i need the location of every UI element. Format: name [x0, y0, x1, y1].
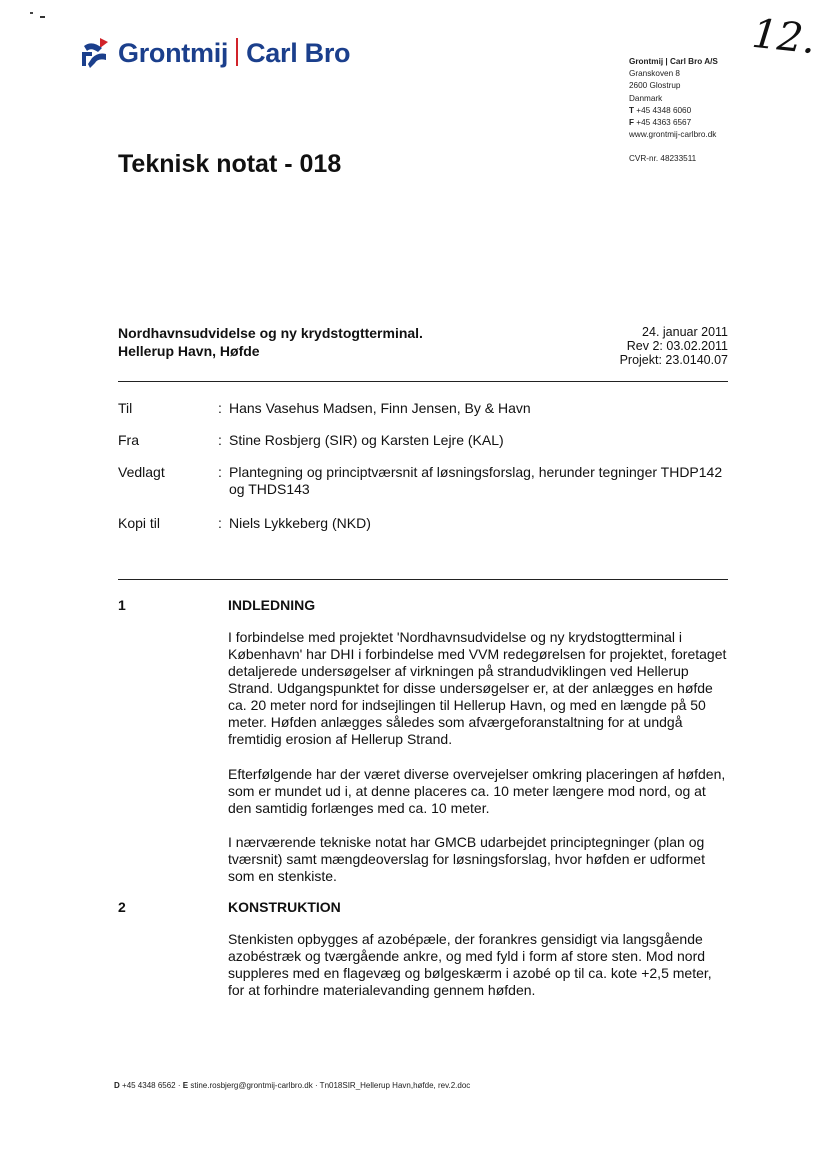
document-subject: [118, 324, 423, 360]
company-web: www.grontmij-carlbro.dk: [629, 130, 717, 140]
kopi-colon: :: [218, 515, 222, 531]
til-value: Hans Vasehus Madsen, Finn Jensen, By & Havn: [229, 400, 531, 416]
subject-line-2: Hellerup Havn, Høfde: [118, 343, 260, 359]
company-phone: T +45 4348 6060: [629, 105, 692, 115]
divider-top: [118, 381, 728, 382]
kopi-value: Niels Lykkeberg (NKD): [229, 515, 371, 531]
company-fax: F +45 4363 6567: [629, 118, 692, 128]
section-1-paragraph-2: Efterfølgende har der været diverse overvejelser omkring placeringen af høfden, som er mundet ud i, at denne placeres ca. 10 meter længere mod nord, og at den samtidig forlænges med ca. 10 meter.: [228, 766, 726, 816]
document-title: Teknisk notat - 018: [118, 150, 342, 178]
logo-wordmark: Grontmij Carl Bro: [118, 37, 351, 68]
company-street: Granskoven 8: [629, 69, 680, 79]
til-label: Til: [118, 400, 133, 416]
handwritten-number: 12.: [749, 10, 818, 64]
divider-bottom: [118, 579, 728, 580]
company-country: Danmark: [629, 93, 663, 103]
kopi-label: Kopi til: [118, 515, 161, 531]
document-date: 24. januar 2011: [642, 325, 728, 339]
fra-label: Fra: [118, 432, 139, 448]
scan-speck: [40, 16, 45, 18]
document-footer: D +45 4348 6562 · E stine.rosbjerg@grontmij-carlbro.dk · Tn018SIR_Hellerup Havn,høfde, rev.2.doc: [114, 1081, 471, 1090]
vedlagt-colon: :: [218, 464, 222, 480]
til-colon: :: [218, 400, 222, 416]
company-name: Grontmij | Carl Bro A/S: [629, 57, 718, 66]
company-cvr: CVR-nr. 48233511: [629, 154, 697, 164]
document-project: Projekt: 23.0140.07: [619, 353, 728, 367]
section-2-paragraph-1: Stenkisten opbygges af azobépæle, der forankres gensidigt via langsgående azobéstræk og tværgående ankre, og med fyld i form af store sten. Mod nord suppleres med en flagevæg og bølgeskærm i azobé op til ca. kote +2,5 meter, for at forhindre materialevanding gennem høfden.: [228, 931, 712, 998]
fra-colon: :: [218, 432, 222, 448]
company-city: 2600 Glostrup: [629, 81, 681, 91]
subject-line-1: Nordhavnsudvidelse og ny krydstogtterminal.: [118, 325, 423, 341]
company-logo: [78, 30, 350, 76]
section-1-paragraph-3: I nærværende tekniske notat har GMCB udarbejdet principtegninger (plan og tværsnit) samt mængdeoverslag for løsningsforslag, hvor høfden er udformet som en stenkiste.: [228, 834, 705, 884]
document-dates: [620, 325, 728, 367]
document-revision: Rev 2: 03.02.2011: [626, 339, 728, 353]
section-1-title: INDLEDNING: [228, 597, 316, 613]
section-1-number: 1: [118, 597, 126, 613]
vedlagt-value: Plantegning og principtværsnit af løsningsforslag, herunder tegninger THDP142 og THDS143: [229, 464, 723, 497]
logo-separator: [236, 38, 238, 66]
scan-speck: [30, 12, 33, 14]
section-1-paragraph-1: I forbindelse med projektet 'Nordhavnsudvidelse og ny krydstogtterminal i København' har DHI i forbindelse med VVM redegørelsen for projektet, foretaget detaljerede undersøgelser af virkningen på strandudviklingen ved Hellerup Strand. Udgangspunktet for disse undersøgelser er, at der anlægges en høfde ca. 20 meter nord for indsejlingen til Hellerup Havn, og med en længde på 50 meter. Høfden anlægges således som afværgeforanstaltning for at undgå fremtidig erosion af Hellerup Strand.: [228, 629, 727, 747]
company-address: [629, 56, 718, 166]
vedlagt-label: Vedlagt: [118, 464, 165, 480]
fra-value: Stine Rosbjerg (SIR) og Karsten Lejre (KAL): [229, 432, 504, 448]
grontmij-logo-icon: [78, 36, 112, 70]
section-2-number: 2: [118, 899, 126, 915]
section-2-title: KONSTRUKTION: [228, 899, 341, 915]
